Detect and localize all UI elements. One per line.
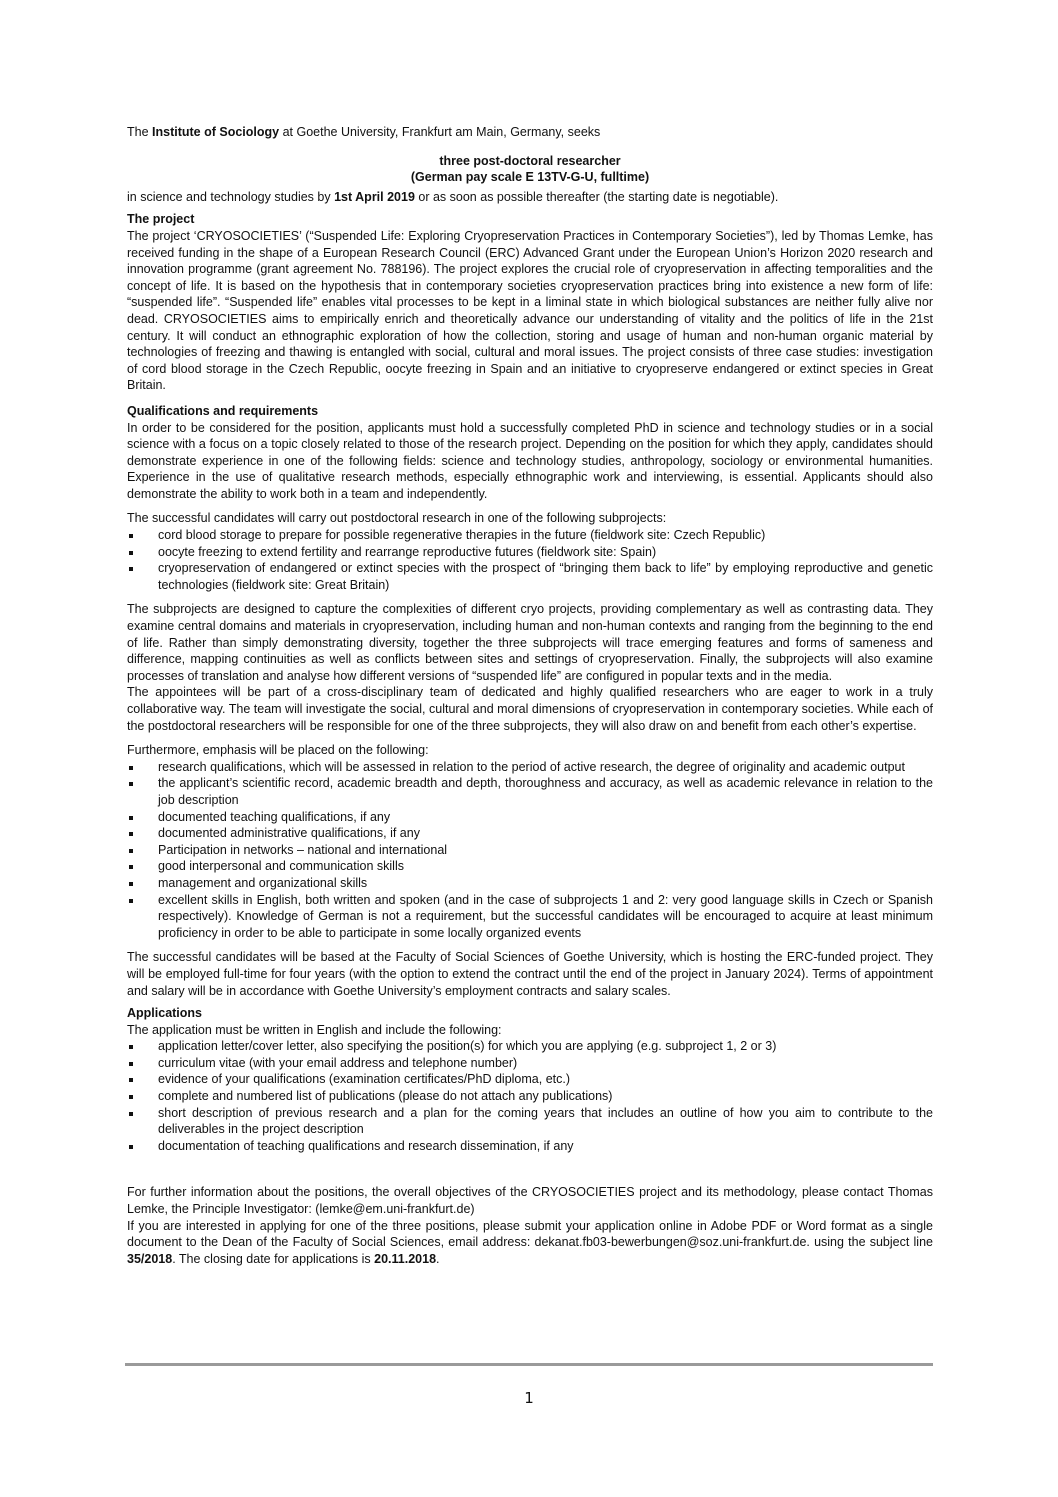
- start-date: 1st April 2019: [334, 189, 415, 204]
- intro-suffix: at Goethe University, Frankfurt am Main, Germany, seeks: [279, 125, 601, 139]
- employment-text: The successful candidates will be based at the Faculty of Social Sciences of Goethe University, which is hosting the ERC-funded project. They will be employed full-time for four years (with the option to extend the contract until the end of the project in January 2024). Terms of appointment and salary will be in accordance with Goethe University’s employment contracts and salary scales.: [127, 950, 933, 998]
- applications-list: [127, 1038, 933, 1154]
- emphasis-intro: Furthermore, emphasis will be placed on the following:: [127, 743, 429, 758]
- list-item: cryopreservation of endangered or extinct species with the prospect of “bringing them back to life” by employing reproductive and genetic technologies (fieldwork site: Great Britain): [127, 560, 933, 593]
- start-line: in science and technology studies by 1st April 2019 or as soon as possible thereafter (the starting date is negotiable).: [127, 189, 779, 204]
- position-title: three post-doctoral researcher: [439, 153, 621, 168]
- list-item: documented administrative qualifications, if any: [127, 825, 933, 842]
- list-item: short description of previous research and a plan for the coming years that includes an outline of how you aim to contribute to the deliverables in the project description: [127, 1105, 933, 1138]
- list-item: management and organizational skills: [127, 875, 933, 892]
- intro-prefix: The: [127, 125, 153, 139]
- project-text: The project ‘CRYOSOCIETIES’ (“Suspended Life: Exploring Cryopreservation Practices in Contemporary Societies”), led by Thomas Lemke, has received funding in the shape of a European Research Council (ERC) Advanced Grant under the European Union’s Horizon 2020 research and innovation programme (grant agreement No. 788196). The project explores the crucial role of cryopreservation in affecting temporalities and the concept of life. It is based on the hypothesis that in contemporary societies cryopreservation practices bring into existence a new form of life: “suspended life”. “Suspended life” enables vital processes to be kept in a liminal state in which biological substances are neither fully alive nor dead. CRYOSOCIETIES aims to empirically enrich and theoretically advance our understanding of vitality and the politics of life in the 21st century. It will conduct an ethnographic exploration of how the collection, storing and usage of human and non-human organic material by technologies of freezing and thawing is entangled with social, cultural and moral issues. The project consists of three case studies: investigation of cord blood storage in the Czech Republic, oocyte freezing in Spain and an initiative to cryopreserve endangered or extinct species in Great Britain.: [127, 228, 933, 393]
- intro-line: [127, 124, 933, 141]
- page-number: 1: [524, 1389, 534, 1407]
- project-heading: The project: [127, 212, 195, 227]
- qualifications-text: In order to be considered for the position, applicants must hold a successfully completed PhD in science and technology studies or in a social science with a focus on a topic closely related to those of the research project. Depending on the position for which they apply, candidates should demonstrate experience in one of the following fields: science and technology studies, anthropology, sociology or environmental humanities. Experience in the use of qualitative research methods, especially ethnographic work and interviewing, is essential. Applicants should also demonstrate the ability to work both in a team and independently.: [127, 420, 933, 501]
- list-item: research qualifications, which will be assessed in relation to the period of active research, the degree of originality and academic output: [127, 759, 933, 776]
- document-body: [127, 124, 933, 1267]
- institute-name: Institute of Sociology: [152, 125, 280, 139]
- list-item: documentation of teaching qualifications and research dissemination, if any: [127, 1138, 933, 1155]
- subprojects-text-1: The subprojects are designed to capture the complexities of different cryo projects, providing complementary as well as contrasting data. They examine central domains and materials in cryopreservation, including human and non-human contexts and ranging from the beginning to the end of life. Rather than simply demonstrating diversity, together the three subprojects will trace emerging features and forms of sameness and difference, mapping continuities as well as conflicts between sites and settings of cryopreservation. Finally, the subprojects will also examine processes of translation and analyse how different versions of “suspended life” are configured in popular texts and in the media.: [127, 602, 933, 683]
- contact-text: For further information about the positions, the overall objectives of the CRYOSOCIETIES project and its methodology, please contact Thomas Lemke, the Principle Investigator: (lemke@em.uni-frankfurt.de): [127, 1185, 933, 1217]
- list-item: application letter/cover letter, also specifying the position(s) for which you are applying (e.g. subproject 1, 2 or 3): [127, 1038, 933, 1055]
- applications-intro: The application must be written in English and include the following:: [127, 1022, 502, 1037]
- footer-divider: [125, 1363, 933, 1366]
- list-item: cord blood storage to prepare for possible regenerative therapies in the future (fieldwork site: Czech Republic): [127, 527, 933, 544]
- emphasis-list: [127, 759, 933, 942]
- list-item: curriculum vitae (with your email address and telephone number): [127, 1055, 933, 1072]
- position-payscale: (German pay scale E 13TV-G-U, fulltime): [410, 170, 650, 185]
- list-item: Participation in networks – national and international: [127, 842, 933, 859]
- applications-heading: Applications: [127, 1006, 203, 1021]
- list-item: complete and numbered list of publications (please do not attach any publications): [127, 1088, 933, 1105]
- subject-line: 35/2018: [127, 1251, 173, 1266]
- closing-date: 20.11.2018: [374, 1251, 437, 1266]
- list-item: evidence of your qualifications (examination certificates/PhD diploma, etc.): [127, 1071, 933, 1088]
- list-item: good interpersonal and communication skills: [127, 858, 933, 875]
- subprojects-intro: The successful candidates will carry out postdoctoral research in one of the following subprojects:: [127, 511, 667, 526]
- list-item: excellent skills in English, both written and spoken (and in the case of subprojects 1 and 2: very good language skills in Czech or Spanish respectively). Knowledge of German is not a requirement, but the successful candidates will be encouraged to acquire at least minimum proficiency in order to be able to participate in some locally organized events: [127, 892, 933, 942]
- subprojects-list: [127, 527, 933, 593]
- list-item: the applicant’s scientific record, academic breadth and depth, thoroughness and accuracy, as well as academic relevance in relation to the job description: [127, 775, 933, 808]
- qualifications-heading: Qualifications and requirements: [127, 403, 319, 418]
- submission-text: If you are interested in applying for one of the three positions, please submit your application online in Adobe PDF or Word format as a single document to the Dean of the Faculty of Social Sciences, email address: dekanat.fb03-bewerbungen@soz.uni-frankfurt.de. using the subject line 35/2018. The closing date for applications is 20.11.2018.: [127, 1218, 933, 1266]
- list-item: oocyte freezing to extend fertility and rearrange reproductive futures (fieldwork site: Spain): [127, 544, 933, 561]
- subprojects-text-2: The appointees will be part of a cross-disciplinary team of dedicated and highly qualified researchers who are eager to work in a truly collaborative way. The team will investigate the social, cultural and moral dimensions of cryopreservation in contemporary societies. While each of the postdoctoral researchers will be responsible for one of the three subprojects, they will also draw on and benefit from each other’s expertise.: [127, 685, 933, 733]
- list-item: documented teaching qualifications, if any: [127, 809, 933, 826]
